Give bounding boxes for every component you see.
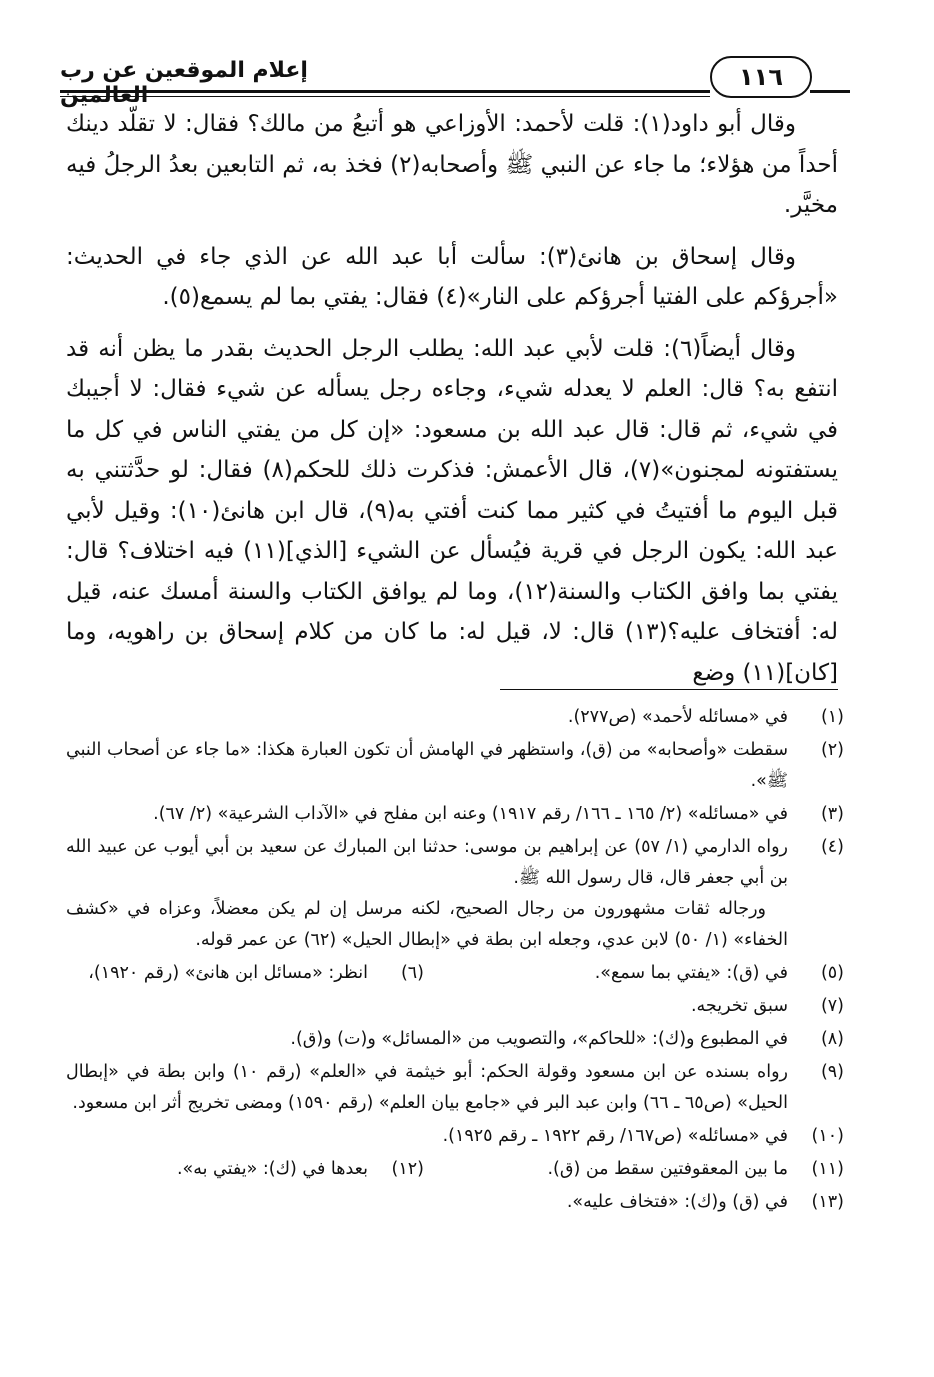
footnote-number: (٤) — [820, 837, 844, 857]
footnote-text: رواه بسنده عن ابن مسعود وقولة الحكم: أبو خيثمة في «العلم» (رقم ١٠) وابن بطة في «إبطال الحيل» (ص٦٥ ـ ٦٦) وابن عبد البر في «جامع بيان العلم» (رقم ١٥٩٠) ومضى تخريج أثر ابن مسعود. — [66, 1062, 788, 1113]
footnote-number: (١١) — [811, 1159, 844, 1179]
footnote-text: بعدها في (ك): «يفتي به». — [176, 1159, 368, 1179]
main-text — [66, 104, 838, 704]
footnote-text: سقطت «وأصحابه» من (ق)، واستظهر في الهامش أن تكون العبارة هكذا: «ما جاء عن أصحاب النبي ﷺ». — [66, 740, 788, 791]
paragraph: وقال أبو داود(١): قلت لأحمد: الأوزاعي هو أتبعُ من مالك؟ فقال: لا تقلّد دينك أحداً من هؤلاء؛ ما جاء عن النبي ﷺ وأصحابه(٢) فخذ به، ثم التابعين بعدُ الرجلُ فيه مخيَّر. — [66, 111, 839, 218]
page-header — [60, 52, 850, 94]
footnote — [66, 1187, 844, 1218]
footnote-line: ورجاله ثقات مشهورون من رجال الصحيح، لكنه مرسل إن لم يكن معضلاً، وعزاه في «كشف الخفاء» (١/ ٥٠) لابن عدي، وجعله ابن بطة في «إبطال الحيل» (٦٢) عن عمر قوله. — [66, 899, 788, 950]
page-number: ١١٦ — [710, 56, 812, 98]
footnote-number: (٩) — [820, 1062, 844, 1082]
footnote-text: انظر: «مسائل ابن هانئ» (رقم ١٩٢٠)، — [88, 963, 368, 983]
footnote-text — [66, 832, 788, 956]
footnotes — [66, 702, 844, 1220]
footnote-text: في (ق) و(ك): «فتخاف عليه». — [566, 1192, 788, 1212]
running-title: إعلام الموقعين عن رب — [60, 58, 308, 83]
paragraph: وقال إسحاق بن هانئ(٣): سألت أبا عبد الله عن الذي جاء في الحديث: «أجرؤكم على الفتيا أجرؤكم على النار»(٤) فقال: يفتي بما لم يسمع(٥). — [66, 243, 838, 310]
footnote-text: في «مسائله لأحمد» (ص٢٧٧). — [567, 707, 788, 727]
page-number-ornament — [810, 90, 850, 93]
footnote-text: ما بين المعقوفتين سقط من (ق). — [547, 1159, 788, 1179]
footnote-line: رواه الدارمي (١/ ٥٧) عن إبراهيم بن موسى: حدثنا ابن المبارك عن سعيد بن أبي أيوب عن عبيد الله بن أبي جعفر قال، قال رسول الله ﷺ. — [66, 837, 788, 888]
footnote — [424, 1154, 844, 1185]
footnote — [66, 1057, 844, 1119]
footnote-number: (٦) — [400, 963, 424, 983]
footnote — [66, 1024, 844, 1055]
paragraph: وقال أيضاً(٦): قلت لأبي عبد الله: يطلب الرجل الحديث بقدر ما يظن أنه قد انتفع به؟ قال: العلم لا يعدله شيء، وجاءه رجل يسأله عن شيء فقال: لا أجيبك في شيء، ثم قال: قال عبد الله بن مسعود: «إن كل من يفتي الناس في كل ما يستفتونه لمجنون»(٧)، قال الأعمش: فذكرت ذلك للحكم(٨) فقال: لو حدَّثتني به قبل اليوم ما أفتيتُ في كثير مما كنت أفتي به(٩)، قال ابن هانئ(١٠): وقيل لأبي عبد الله: يكون الرجل في قرية فيُسأل عن الشيء [الذي](١١) فيه اختلاف؟ قال: يفتي بما وافق الكتاب والسنة(١٢)، وما لم يوافق الكتاب والسنة أمسك عنه، قيل له: أفتخاف عليه؟(١٣) قال: لا، قيل له: ما كان من كلام إسحاق بن راهويه، وما [كان](١١) وضع — [66, 335, 839, 686]
header-rule-thin — [60, 96, 710, 97]
footnote-number: (٢) — [820, 740, 844, 760]
footnote — [66, 1121, 844, 1152]
footnote-number: (٣) — [820, 804, 844, 824]
footnote-text: في المطبوع و(ك): «للحاكم»، والتصويب من «المسائل» و(ت) و(ق). — [290, 1029, 788, 1049]
footnote-number: (٧) — [820, 996, 844, 1016]
footnote-number: (١٠) — [811, 1126, 844, 1146]
footnote-number: (٥) — [820, 963, 844, 983]
footnote-text: في «مسائله» (ص١٦٧/ رقم ١٩٢٢ ـ رقم ١٩٢٥). — [442, 1126, 788, 1146]
footnote — [88, 958, 424, 989]
footnote — [66, 702, 844, 733]
footnote — [66, 832, 844, 956]
footnote-text: في (ق): «يفتي بما سمع». — [594, 963, 788, 983]
footnote-separator — [500, 689, 838, 690]
footnote — [424, 958, 844, 989]
footnote-number: (١٣) — [811, 1192, 844, 1212]
footnote-pair — [66, 1154, 844, 1185]
footnote — [66, 991, 844, 1022]
footnote-number: (١) — [820, 707, 844, 727]
footnote-text: سبق تخريجه. — [690, 996, 788, 1016]
footnote — [66, 799, 844, 830]
footnote — [66, 735, 844, 797]
footnote — [177, 1154, 424, 1185]
footnote-number: (٨) — [820, 1029, 844, 1049]
header-rule — [60, 90, 710, 93]
footnote-text: في «مسائله» (٢/ ١٦٥ ـ ١٦٦/ رقم ١٩١٧) وعنه ابن مفلح في «الآداب الشرعية» (٢/ ٦٧). — [153, 804, 788, 824]
footnote-number: (١٢) — [391, 1159, 424, 1179]
footnote-pair — [66, 958, 844, 989]
